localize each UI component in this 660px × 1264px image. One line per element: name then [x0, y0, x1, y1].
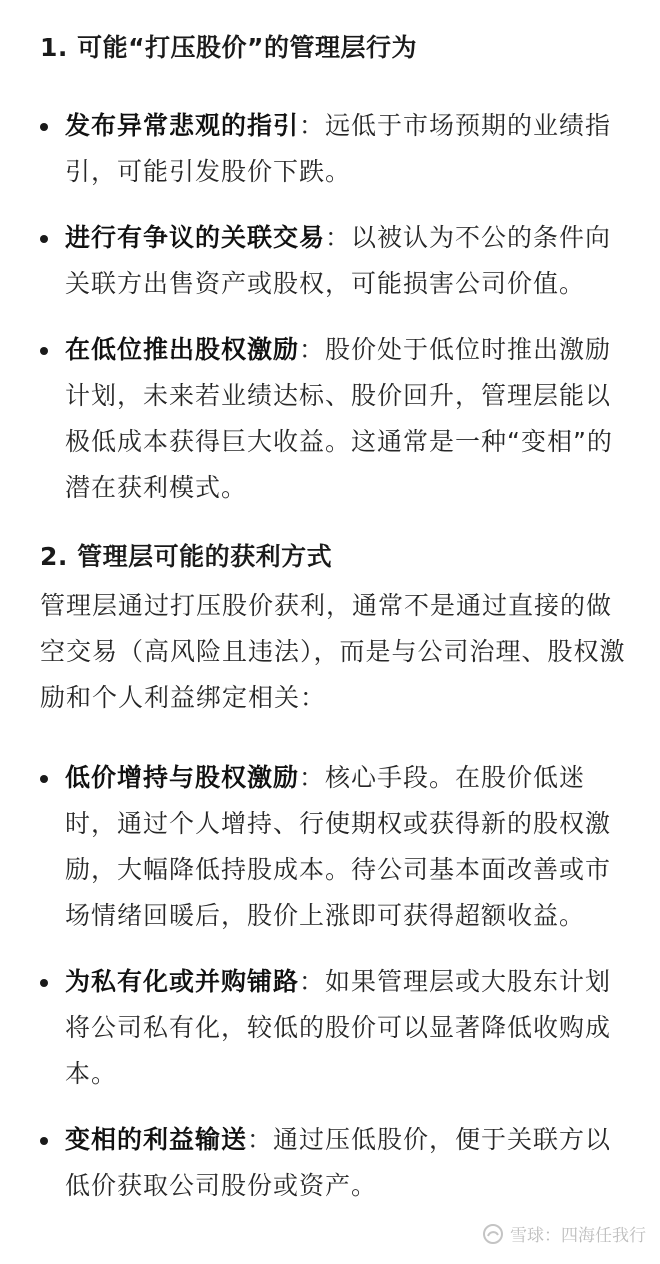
- item-description: ：股价处于低位时推出激励计划，未来若业绩达标、股价回升，管理层能以极低成本获得巨大收益。这通常是一种“变相”的潜在获利模式。: [65, 335, 613, 502]
- item-term: 为私有化或并购铺路: [65, 967, 300, 996]
- item-term: 在低位推出股权激励: [65, 335, 300, 364]
- list-item: [40, 1117, 630, 1209]
- item-description: ：远低于市场预期的业绩指引，可能引发股价下跌。: [65, 111, 612, 186]
- article-content: [40, 22, 630, 1229]
- item-description: ：如果管理层或大股东计划将公司私有化，较低的股价可以显著降低收购成本。: [65, 967, 612, 1088]
- item-term: 低价增持与股权激励: [65, 763, 300, 792]
- section-2-heading: 2. 管理层可能的获利方式: [40, 542, 333, 571]
- item-description: ：以被认为不公的条件向关联方出售资产或股权，可能损害公司价值。: [65, 223, 612, 298]
- list-item: [40, 959, 630, 1097]
- list-item: [40, 327, 630, 511]
- snowball-logo-icon: [482, 1223, 504, 1245]
- item-description: ：核心手段。在股价低迷时，通过个人增持、行使期权或获得新的股权激励，大幅降低持股成本。待公司基本面改善或市场情绪回暖后，股价上涨即可获得超额收益。: [65, 763, 612, 930]
- list-item: [40, 755, 630, 939]
- list-item: [40, 215, 630, 307]
- item-term: 发布异常悲观的指引: [65, 111, 300, 140]
- section-1-list: [40, 103, 630, 511]
- section-2-intro: 管理层通过打压股价获利，通常不是通过直接的做空交易（高风险且违法），而是与公司治理、股权激励和个人利益绑定相关：: [40, 591, 626, 712]
- list-item: [40, 103, 630, 195]
- section-1-heading: 1. 可能“打压股价”的管理层行为: [40, 33, 417, 62]
- item-term: 变相的利益输送: [65, 1125, 248, 1154]
- item-term: 进行有争议的关联交易: [65, 223, 326, 252]
- section-2-list: [40, 755, 630, 1209]
- item-description: ：通过压低股价，便于关联方以低价获取公司股份或资产。: [65, 1125, 612, 1200]
- watermark: [482, 1221, 646, 1246]
- watermark-text: 雪球：四海任我行: [510, 1226, 646, 1246]
